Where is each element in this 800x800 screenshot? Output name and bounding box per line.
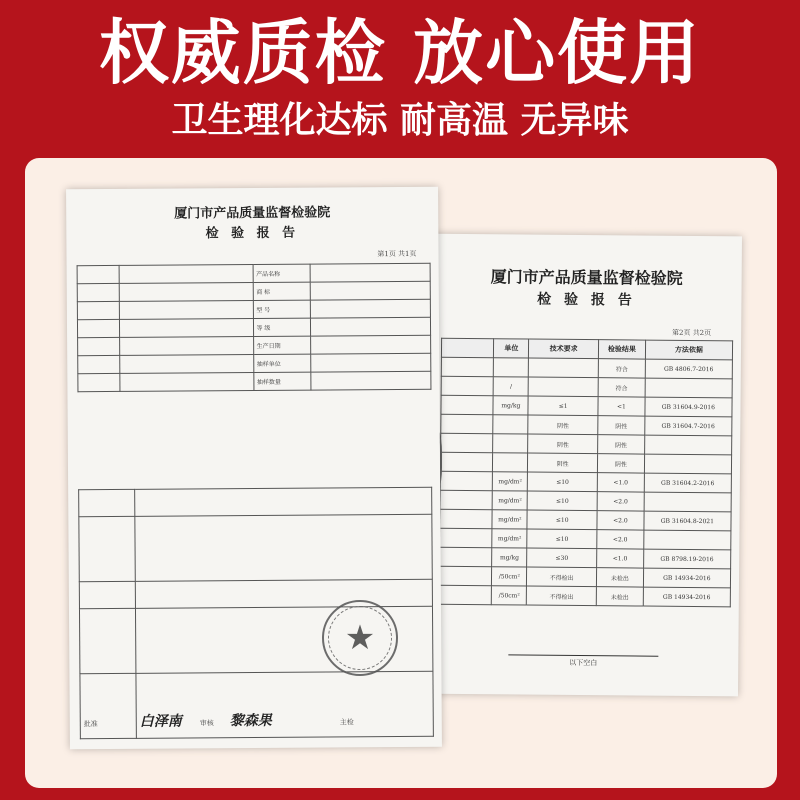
report-page-number: 第2页 共2页 xyxy=(671,328,712,338)
table-cell xyxy=(78,337,120,355)
table-cell: 等 级 xyxy=(254,318,311,336)
table-cell xyxy=(119,264,253,283)
table-cell: <2.0 xyxy=(597,492,644,511)
table-cell: 阴性 xyxy=(598,454,645,473)
headline: 权威质检 放心使用 xyxy=(98,12,702,94)
end-mark: 以下空白 xyxy=(508,654,658,668)
table-cell: mg/kg xyxy=(493,396,528,415)
table-header: 单位 xyxy=(494,339,529,358)
report-page-number: 第1页 共1页 xyxy=(377,249,417,259)
table-cell xyxy=(310,299,430,318)
report-institute: 厦门市产品质量监督检验院 xyxy=(490,267,683,288)
table-cell xyxy=(120,318,254,337)
table-row xyxy=(78,371,431,391)
table-row xyxy=(441,395,732,417)
table-cell xyxy=(311,335,431,354)
table-cell xyxy=(311,353,431,372)
table-cell: mg/dm² xyxy=(492,491,527,510)
table-cell xyxy=(440,452,493,471)
table-cell xyxy=(120,354,254,373)
table-cell: 阴性 xyxy=(528,453,598,473)
table-row xyxy=(439,585,730,607)
table-cell: 商 标 xyxy=(254,282,311,300)
table-cell xyxy=(120,282,254,301)
approver-label: 批准 xyxy=(83,720,98,729)
table-cell xyxy=(440,490,493,509)
table-cell xyxy=(528,377,598,397)
table-cell xyxy=(494,358,529,377)
table-cell: GB 14934-2016 xyxy=(643,587,731,607)
table-row xyxy=(440,547,731,569)
table-cell: <1.0 xyxy=(597,549,644,568)
table-cell: GB 8798.19-2016 xyxy=(643,549,731,569)
table-cell: mg/dm² xyxy=(492,510,527,529)
table-cell xyxy=(440,547,493,566)
inspection-report-page-2 xyxy=(418,234,742,697)
report-institute: 厦门市产品质量监督检验院 xyxy=(174,205,331,222)
table-cell xyxy=(77,265,119,283)
table-cell xyxy=(120,372,254,391)
table-cell xyxy=(441,395,494,414)
table-cell xyxy=(120,336,254,355)
table-cell: 阴性 xyxy=(528,415,598,435)
table-cell: <2.0 xyxy=(597,530,644,549)
table-cell: 不得检出 xyxy=(527,586,597,606)
table-cell: GB 31604.8-2021 xyxy=(644,511,732,531)
table-cell: GB 14934-2016 xyxy=(643,568,731,588)
table-cell: 阴性 xyxy=(598,416,645,435)
table-cell: GB 31604.7-2016 xyxy=(644,416,732,436)
inspector-label: 主检 xyxy=(339,718,354,727)
table-header-row xyxy=(441,338,732,360)
table-row xyxy=(440,509,731,531)
table-header: 方法依据 xyxy=(645,340,733,360)
table-cell xyxy=(643,530,731,550)
subline: 卫生理化达标 耐高温 无异味 xyxy=(171,100,629,141)
table-cell xyxy=(78,355,120,373)
report-info-table xyxy=(77,263,432,392)
table-row xyxy=(440,471,731,493)
table-cell: 型 号 xyxy=(254,300,311,318)
table-cell: 产品名称 xyxy=(254,264,311,282)
table-cell xyxy=(311,371,431,390)
table-row xyxy=(441,357,732,379)
table-cell xyxy=(440,509,493,528)
table-cell: <1.0 xyxy=(597,473,644,492)
table-cell: 未检出 xyxy=(597,568,644,587)
table-row xyxy=(441,376,732,398)
table-cell xyxy=(77,319,119,337)
reviewer-label: 审核 xyxy=(199,719,214,728)
table-cell xyxy=(439,566,492,585)
table-cell: 阴性 xyxy=(528,434,598,454)
table-cell: 符合 xyxy=(598,359,645,378)
table-header: 检验结果 xyxy=(599,340,646,359)
table-cell xyxy=(645,378,733,398)
report-title: 检 验 报 告 xyxy=(205,225,300,242)
table-cell xyxy=(439,585,492,604)
table-cell: ≤10 xyxy=(527,510,597,530)
table-cell: 抽样单位 xyxy=(254,354,311,372)
table-cell: GB 31604.9-2016 xyxy=(645,397,733,417)
table-cell: ≤10 xyxy=(528,472,598,492)
table-row xyxy=(79,514,432,581)
table-row xyxy=(441,433,732,455)
table-cell xyxy=(120,300,254,319)
table-cell: mg/dm² xyxy=(493,472,528,491)
table-cell: ≤10 xyxy=(527,529,597,549)
table-row xyxy=(440,452,731,474)
table-cell: / xyxy=(493,377,528,396)
table-cell: ≤30 xyxy=(527,548,597,568)
table-cell xyxy=(493,415,528,434)
report-results-table xyxy=(439,338,733,608)
table-cell xyxy=(310,263,430,282)
table-cell: /50cm² xyxy=(492,567,527,586)
table-cell xyxy=(441,357,494,376)
table-header: 技术要求 xyxy=(529,339,599,359)
table-cell: 阴性 xyxy=(598,435,645,454)
table-cell xyxy=(310,317,430,336)
table-row xyxy=(440,490,731,512)
approver-signature: 白泽南 xyxy=(139,713,182,730)
table-cell: 未检出 xyxy=(596,587,643,606)
table-cell: GB 4806.7-2016 xyxy=(645,359,733,379)
table-cell xyxy=(441,433,494,452)
table-cell: GB 31604.2-2016 xyxy=(644,473,732,493)
report-title: 检 验 报 告 xyxy=(537,291,636,309)
table-cell xyxy=(644,492,732,512)
table-cell xyxy=(493,453,528,472)
table-cell: 不得检出 xyxy=(527,567,597,587)
table-cell xyxy=(529,358,599,378)
table-row xyxy=(79,579,432,608)
table-cell: <1 xyxy=(598,397,645,416)
table-cell xyxy=(441,376,494,395)
table-cell xyxy=(78,373,120,391)
official-seal-stamp: ★ xyxy=(322,600,398,676)
table-row xyxy=(439,566,730,588)
table-cell: <2.0 xyxy=(597,511,644,530)
table-cell xyxy=(644,454,732,474)
table-header xyxy=(441,338,494,357)
table-cell xyxy=(77,283,119,301)
table-cell: mg/kg xyxy=(492,548,527,567)
table-row xyxy=(441,414,732,436)
table-cell xyxy=(440,471,493,490)
table-cell xyxy=(440,528,493,547)
table-cell: ≤1 xyxy=(528,396,598,416)
table-row xyxy=(440,528,731,550)
table-cell xyxy=(77,301,119,319)
reviewer-signature: 黎森果 xyxy=(229,712,272,730)
table-cell xyxy=(493,434,528,453)
table-cell: 抽样数量 xyxy=(254,372,311,390)
table-cell: 符合 xyxy=(598,378,645,397)
table-cell xyxy=(310,281,430,300)
table-row xyxy=(79,487,432,516)
table-cell: mg/dm² xyxy=(492,529,527,548)
table-cell: /50cm² xyxy=(492,586,527,605)
table-cell: ≤10 xyxy=(527,491,597,511)
table-cell xyxy=(441,414,494,433)
table-cell: 生产日期 xyxy=(254,336,311,354)
table-cell xyxy=(644,435,732,455)
